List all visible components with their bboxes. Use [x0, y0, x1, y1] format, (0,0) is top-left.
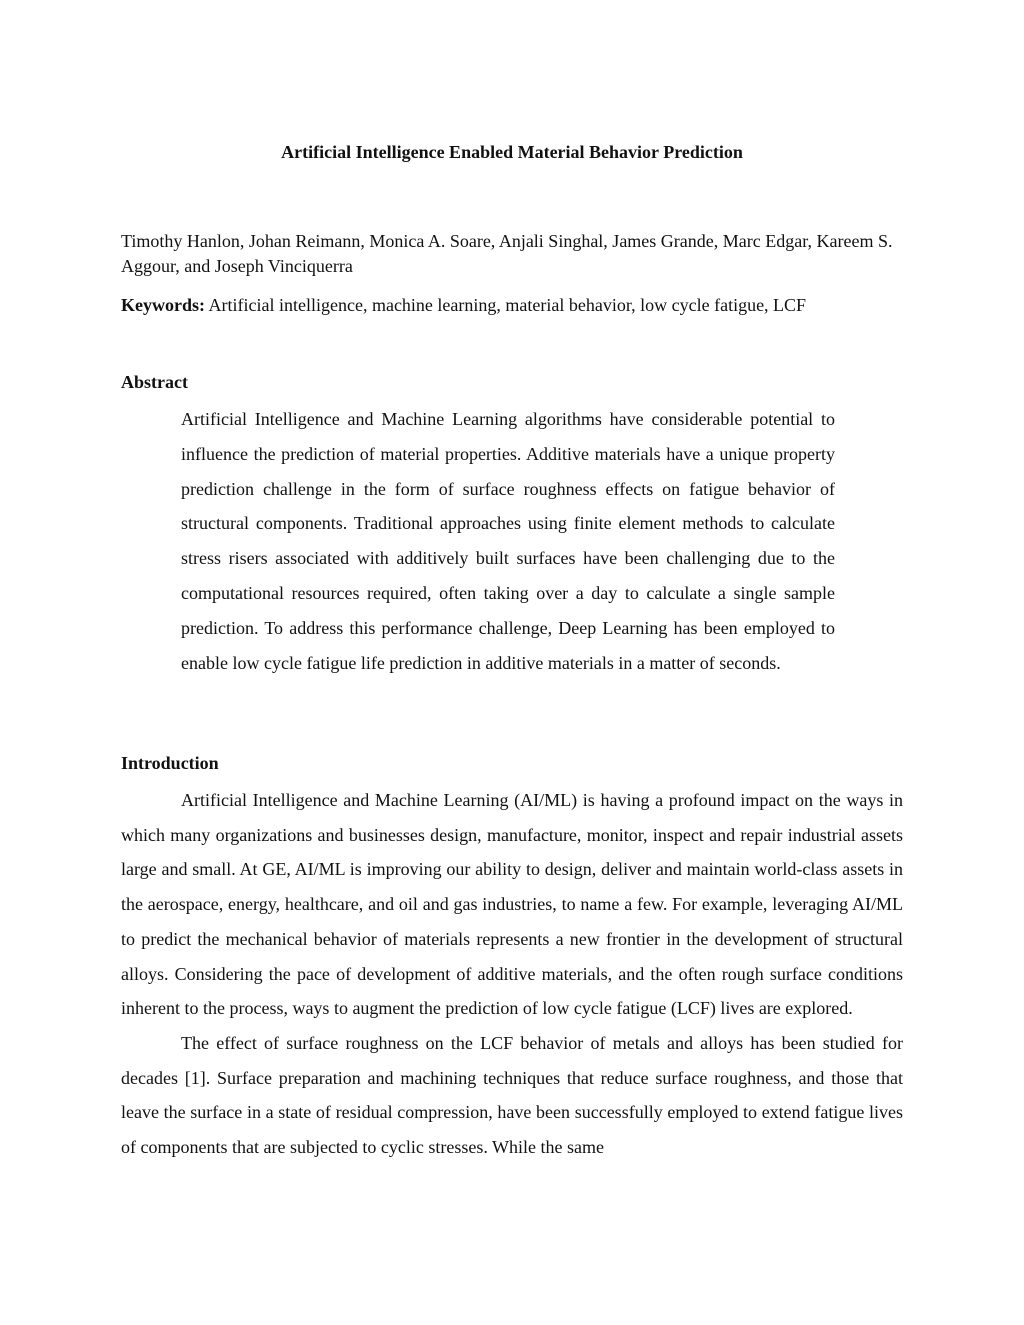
keywords-text: Artificial intelligence, machine learning, material behavior, low cycle fatigue, LCF — [208, 295, 807, 315]
introduction-paragraph: The effect of surface roughness on the LCF behavior of metals and alloys has been studied for decades [1]. Surface preparation and machining techniques that reduce surface roughness, and those that leave the surface in a state of residual compression, have been successfully employed to extend fatigue lives of components that are subjected to cyclic stresses. While the same — [121, 1032, 903, 1158]
introduction-paragraph: Artificial Intelligence and Machine Learning (AI/ML) is having a profound impact on the ways in which many organizations and businesses design, manufacture, monitor, inspect and repair industrial assets large and small. At GE, AI/ML is improving our ability to design, deliver and maintain world-class assets in the aerospace, energy, healthcare, and oil and gas industries, to name a few. For example, leveraging AI/ML to predict the mechanical behavior of materials represents a new frontier in the development of structural alloys. Considering the pace of development of additive materials, and the often rough surface conditions inherent to the process, ways to augment the prediction of low cycle fatigue (LCF) lives are explored. — [121, 790, 903, 1019]
keywords-label: Keywords: — [121, 295, 205, 315]
keywords-line — [121, 293, 911, 318]
abstract-heading: Abstract — [121, 372, 188, 392]
introduction-heading: Introduction — [121, 753, 219, 773]
introduction-body — [121, 783, 903, 1165]
paper-title: Artificial Intelligence Enabled Material Behavior Prediction — [281, 142, 743, 162]
author-list: Timothy Hanlon, Johan Reimann, Monica A. Soare, Anjali Singhal, James Grande, Marc Edgar, Kareem S. Aggour, and Joseph Vinciquerra — [121, 231, 893, 276]
abstract-text: Artificial Intelligence and Machine Learning algorithms have considerable potential to influence the prediction of material properties. Additive materials have a unique property prediction challenge in the form of surface roughness effects on fatigue behavior of structural components. Traditional approaches using finite element methods to calculate stress risers associated with additively built surfaces have been challenging due to the computational resources required, often taking over a day to calculate a single sample prediction. To address this performance challenge, Deep Learning has been employed to enable low cycle fatigue life prediction in additive materials in a matter of seconds. — [181, 409, 835, 673]
